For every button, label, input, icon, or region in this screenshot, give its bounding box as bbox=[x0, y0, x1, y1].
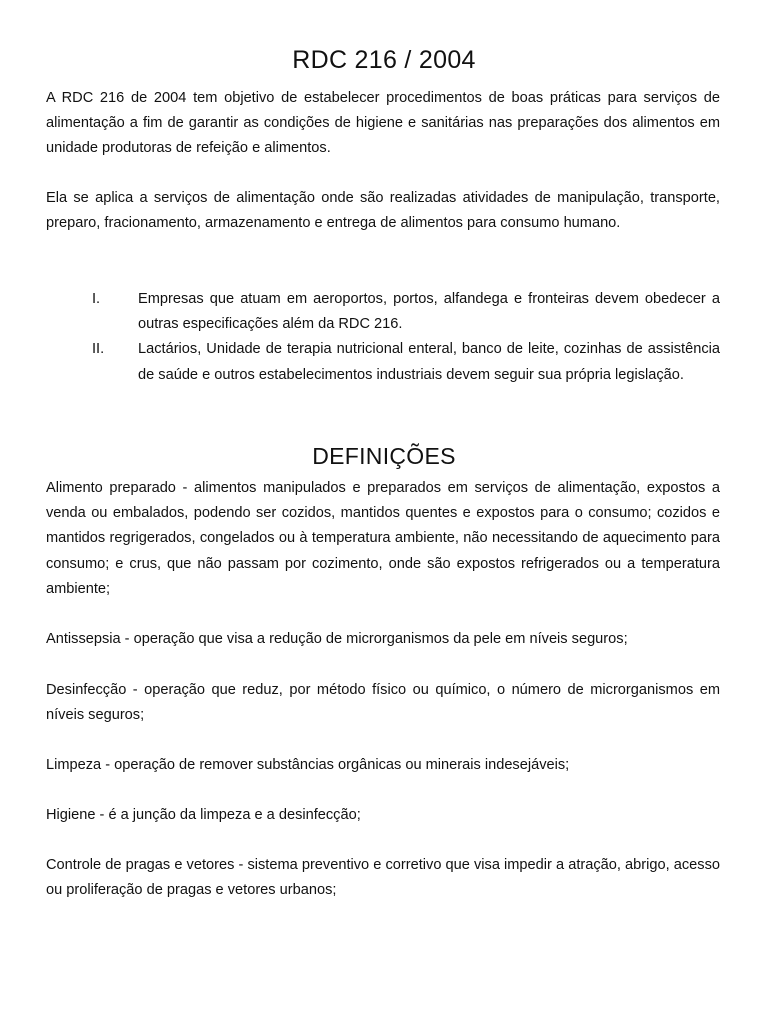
document-title: RDC 216 / 2004 bbox=[292, 46, 476, 74]
list-marker: I. bbox=[92, 291, 101, 307]
definition-limpeza: Limpeza - operação de remover substâncias orgânicas ou minerais indesejáveis; bbox=[46, 757, 570, 773]
definition-higiene: Higiene - é a junção da limpeza e a desinfecção; bbox=[46, 807, 361, 823]
exception-text: Empresas que atuam em aeroportos, portos, alfandega e fronteiras devem obedecer a outras especificações além da RDC 216. bbox=[138, 291, 720, 333]
intro-paragraph-1: A RDC 216 de 2004 tem objetivo de estabelecer procedimentos de boas práticas para serviços de alimentação a fim de garantir as condições de higiene e sanitárias nas preparações dos alimentos em unidade produtoras de refeição e alimentos. bbox=[46, 90, 720, 157]
definition-desinfeccao: Desinfecção - operação que reduz, por método físico ou químico, o número de microrganismos em níveis seguros; bbox=[46, 682, 720, 724]
exception-text: Lactários, Unidade de terapia nutricional enteral, banco de leite, cozinhas de assistência de saúde e outros estabelecimentos industriais devem seguir sua própria legislação. bbox=[138, 341, 720, 383]
definition-alimento-preparado: Alimento preparado - alimentos manipulados e preparados em serviços de alimentação, expostos a venda ou embalados, podendo ser cozidos, mantidos quentes e expostos para o consumo; cozidos e mantidos regrigerados, congelados ou à temperatura ambiente, não necessitando de aquecimento para consumo; e crus, que não passam por cozimento, onde são expostos refrigerados ou a temperatura ambiente; bbox=[46, 480, 720, 597]
definition-antissepsia: Antissepsia - operação que visa a redução de microrganismos da pele em níveis seguros; bbox=[46, 631, 628, 647]
definition-controle-pragas: Controle de pragas e vetores - sistema preventivo e corretivo que visa impedir a atração, abrigo, acesso ou proliferação de pragas e vetores urbanos; bbox=[46, 857, 720, 899]
exception-item bbox=[46, 337, 720, 387]
list-marker: II. bbox=[92, 341, 105, 358]
definitions-heading: DEFINIÇÕES bbox=[312, 443, 456, 469]
intro-paragraph-2: Ela se aplica a serviços de alimentação onde são realizadas atividades de manipulação, transporte, preparo, fracionamento, armazenamento e entrega de alimentos para consumo humano. bbox=[46, 190, 720, 232]
exception-item bbox=[46, 287, 720, 337]
exceptions-list bbox=[46, 287, 720, 388]
